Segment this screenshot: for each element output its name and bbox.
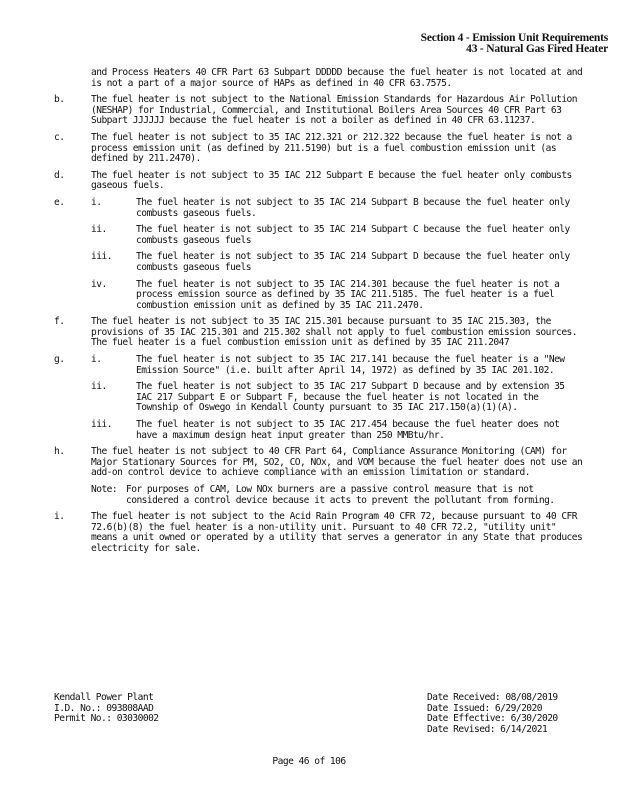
facility-info — [54, 693, 159, 725]
item-text: The fuel heater is not subject to 35 IAC 215.301 because pursuant to 35 IAC 215.303, the provisions of 35 IAC 215.301 and 215.302 shall not apply to fuel combustion emission sources. The fuel heater is a fuel combustion emission unit as defined by 35 IAC 211.2047 — [91, 316, 578, 349]
note-text: For purposes of CAM, Low NOx burners are a passive control measure that is not considered a control device because it acts to prevent the pollutant from forming. — [126, 484, 555, 506]
item-text: The fuel heater is not subject to 40 CFR Part 64, Compliance Assurance Monitoring (CAM) for Major Stationary Sources for PM, SO2, CO, NOx, and VOM because the fuel heater does not use an add-on control device to achieve compliance with an emission limitation or standard. — [91, 446, 583, 479]
item-label: g. — [54, 354, 65, 366]
subitem-text: The fuel heater is not subject to 35 IAC 217 Subpart D because and by extension 35 IAC 217 Subpart E or Subpart F, because the fuel heater is not located in the Township of Oswego in Kendall County pursuant to 35 IAC 217.150(a)(1)(A). — [136, 381, 565, 414]
subitem-text: The fuel heater is not subject to 35 IAC 214 Subpart D because the fuel heater only combusts gaseous fuels — [136, 251, 570, 273]
subitem-text: The fuel heater is not subject to 35 IAC 214 Subpart B because the fuel heater only combusts gaseous fuels. — [136, 196, 570, 219]
item-label: b. — [54, 94, 65, 106]
permit-dates — [427, 693, 558, 735]
subitem-label: iv. — [91, 278, 107, 290]
subitem-label: i. — [91, 196, 102, 208]
item-d — [54, 171, 584, 192]
subitem-text: The fuel heater is not subject to 35 IAC 214 Subpart C because the fuel heater only combusts gaseous fuels — [136, 224, 570, 246]
cam-note — [91, 485, 584, 506]
intro-continuation: and Process Heaters 40 CFR Part 63 Subpart DDDDD because the fuel heater is not located at and is not a part of a major source of HAPs as defined in 40 CFR 63.7575. — [91, 67, 583, 89]
subitem-text: The fuel heater is not subject to 35 IAC 217.454 because the fuel heater does not have a maximum design heat input greater than 250 MMBtu/hr. — [136, 419, 560, 441]
subitem-g-ii — [91, 382, 584, 414]
item-label: i. — [54, 511, 65, 523]
date-revised: Date Revised: 6/14/2021 — [427, 723, 548, 735]
subitem-text: The fuel heater is not subject to 35 IAC 214.301 because the fuel heater is not a process emission source as defined by 35 IAC 211.5185. The fuel heater is a fuel combustion emission unit as defined by 35 IAC 211.2470. — [136, 278, 560, 311]
subitem-label: i. — [91, 354, 102, 366]
subitem-e-iii — [91, 252, 584, 273]
item-i — [54, 512, 584, 554]
subitem-e-i — [91, 198, 584, 219]
subitem-g-i — [91, 355, 584, 376]
item-h — [54, 447, 584, 506]
subitem-e-iv — [91, 280, 584, 312]
item-g — [54, 355, 584, 441]
subitem-label: iii. — [91, 419, 112, 431]
subitem-label: ii. — [91, 224, 107, 236]
item-text: The fuel heater is not subject to the Acid Rain Program 40 CFR 72, because pursuant to 40 CFR 72.6(b)(8) the fuel heater is a non-utility unit. Pursuant to 40 CFR 72.2, "utility unit" means a unit owned or operated by a utility that serves a generator in any State that produces electricity for sale. — [91, 511, 583, 554]
section-header — [421, 33, 608, 55]
date-received: Date Received: 08/08/2019 — [427, 692, 558, 703]
item-text: The fuel heater is not subject to 35 IAC 212.321 or 212.322 because the fuel heater is not a process emission unit (as defined by 211.5190) but is a fuel combustion emission unit (as defined by 211.2470). — [91, 131, 572, 165]
item-text: The fuel heater is not subject to the National Emission Standards for Hazardous Air Pollution (NESHAP) for Industrial, Commercial, and Institutional Boilers Area Sources 40 CFR Part 63 Subpart JJJJJJ because the fuel heater is not a boiler as defined in 40 CFR 63.11237. — [91, 94, 578, 127]
subitem-label: iii. — [91, 251, 112, 263]
item-label: e. — [54, 196, 65, 208]
item-c — [54, 133, 584, 165]
permit-number: Permit No.: 03030002 — [54, 713, 159, 725]
subitem-label: ii. — [91, 381, 107, 393]
subitem-e-ii — [91, 225, 584, 246]
item-b — [54, 95, 584, 127]
item-label: h. — [54, 446, 65, 458]
section-title: Section 4 - Emission Unit Requirements — [420, 32, 608, 44]
unit-title: 43 - Natural Gas Fired Heater — [466, 43, 608, 55]
date-issued: Date Issued: 6/29/2020 — [427, 702, 542, 714]
document-body — [54, 68, 584, 561]
item-label: f. — [54, 316, 65, 328]
subitem-text: The fuel heater is not subject to 35 IAC 217.141 because the fuel heater is a "New Emission Source" (i.e. built after April 14, 1972) as defined by 35 IAC 201.102. — [136, 354, 565, 376]
item-label: d. — [54, 169, 65, 181]
note-label: Note: — [91, 484, 118, 495]
item-label: c. — [54, 131, 65, 143]
item-e — [54, 198, 584, 311]
item-f — [54, 317, 584, 349]
date-effective: Date Effective: 6/30/2020 — [427, 713, 558, 725]
item-text: The fuel heater is not subject to 35 IAC 212 Subpart E because the fuel heater only combusts gaseous fuels. — [91, 169, 572, 192]
facility-id: I.D. No.: 093808AAD — [54, 702, 154, 714]
facility-name: Kendall Power Plant — [54, 692, 154, 703]
page-number: Page 46 of 106 — [272, 756, 346, 767]
subitem-g-iii — [91, 420, 584, 441]
